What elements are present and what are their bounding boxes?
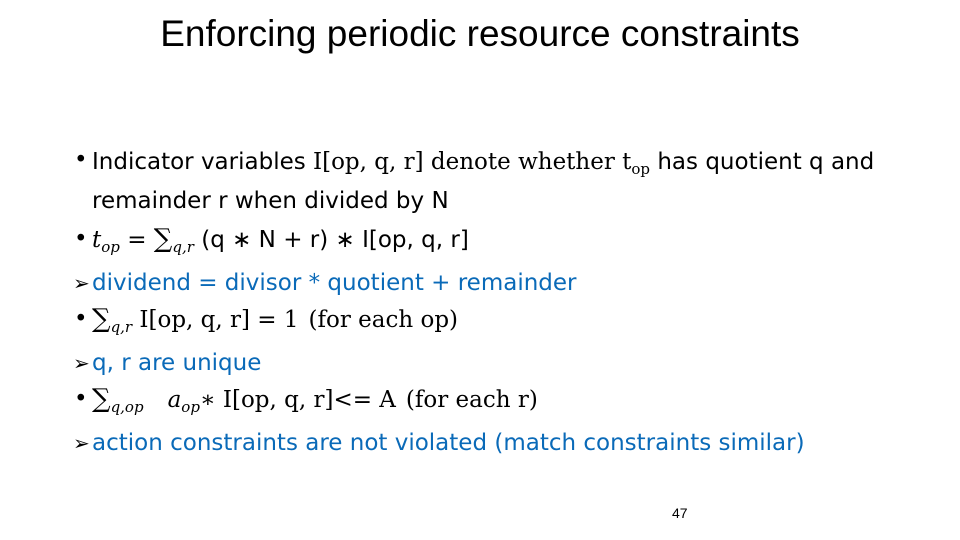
sigma-sub: q,r: [110, 318, 133, 336]
arrow-bullet-icon: ➢: [73, 271, 90, 295]
sigma-symbol: ∑: [153, 224, 173, 254]
page-number: 47: [672, 505, 688, 521]
arrow-item-text: q, r are unique: [92, 350, 262, 376]
bullet-math: I[op, q, r] denote whether t: [313, 149, 632, 175]
formula-eq: =: [127, 227, 154, 253]
sigma-sub: q,op: [110, 398, 144, 416]
arrow-item-unique: [70, 345, 950, 381]
bullet-text: remainder r when divided by N: [92, 188, 449, 214]
slide-title: Enforcing periodic resource constraints: [160, 13, 800, 54]
bullet-sum-constraint: [70, 301, 950, 345]
bullet-action-constraint: [70, 381, 950, 425]
bullet-dot-icon: •: [74, 226, 88, 252]
bullet-dot-icon: •: [74, 386, 88, 412]
formula-body: I[op, q, r] = 1: [132, 307, 299, 333]
arrow-bullet-icon: ➢: [73, 351, 90, 375]
sigma-sub: q,r: [172, 238, 194, 256]
bullet-text: Indicator variables: [92, 149, 314, 175]
arrow-item-text: action constraints are not violated (match constraints similar): [92, 430, 805, 456]
bullet-dot-icon: •: [74, 147, 88, 173]
bullet-math-sub: op: [631, 160, 651, 178]
bullet-text: has quotient q and: [650, 149, 875, 175]
bullet-top-formula: [70, 221, 950, 265]
arrow-bullet-icon: ➢: [73, 431, 90, 455]
bullet-dot-icon: •: [74, 306, 88, 332]
arrow-item-text: dividend = divisor * quotient + remainder: [92, 270, 577, 296]
bullet-list: [70, 144, 950, 461]
formula-body: (q ∗ N + r) ∗ I[op, q, r]: [193, 227, 469, 253]
bullet-indicator-variables: [70, 144, 950, 221]
sigma-symbol: ∑: [92, 384, 111, 414]
arrow-item-dividend: [70, 265, 950, 301]
formula-body: ∗ I[op, q, r]<= A: [199, 387, 396, 413]
sigma-symbol: ∑: [92, 304, 111, 334]
arrow-item-action: [70, 425, 950, 461]
formula-var: t: [92, 227, 102, 253]
formula-var-sub: op: [101, 238, 120, 256]
formula-note: (for each op): [308, 307, 459, 333]
formula-var-sub: op: [181, 398, 200, 416]
formula-var: a: [167, 387, 182, 413]
formula-note: (for each r): [405, 387, 538, 413]
